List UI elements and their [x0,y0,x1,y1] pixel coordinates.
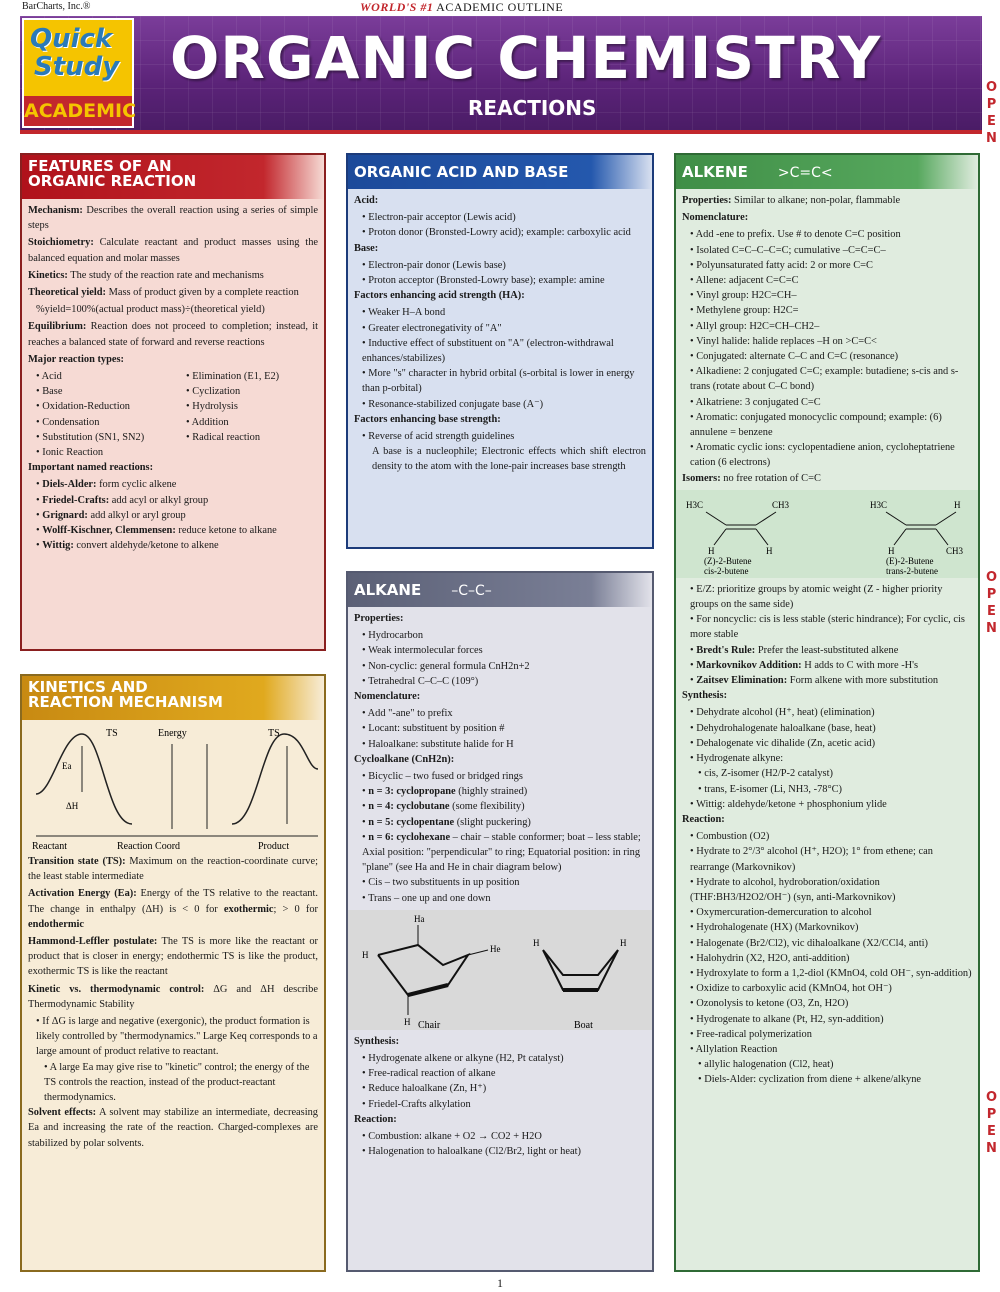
kinetics-panel [20,674,326,1272]
cyclo-text: (slight puckering) [454,816,531,828]
chair-label: Chair [418,1019,441,1030]
alkane-prop: • Hydrocarbon [362,628,646,643]
open-tab-3[interactable]: OPEN [984,1090,999,1158]
open-tab-2[interactable]: OPEN [984,570,999,638]
features-body [22,199,324,557]
isomers-def [682,471,972,486]
alkene-nomen: • Alkatriene: 3 conjugated C=C [690,395,972,410]
ts-term: Transition state (TS): [28,856,126,867]
cyclo-bold: n = 4: cyclobutane [368,801,450,813]
base-item: • Electron-pair donor (Lewis base) [362,258,646,273]
alkane-nomen: • Haloalkane: substitute halide for H [362,737,646,752]
acid-factor: • More "s" character in hybrid orbital (s-orbital is lower in energy than p-orbital) [362,366,646,396]
alkene-synth: • Hydrogenate alkyne: [690,751,972,766]
kvt-item: • If ΔG is large and negative (exergonic), the product formation is likely controlled by "thermodynamics." Large Keq corresponds to a large amount of product relative to reactant. [36,1014,318,1060]
e-bond-3 [894,529,906,545]
yield-text: Mass of product given by a complete reaction [106,287,299,299]
named-item [36,538,318,553]
z-ch3: CH3 [772,499,790,510]
alkene-react-sublist [682,1057,972,1087]
e-label-2: trans-2-butene [886,565,938,576]
yield-term: Theoretical yield: [28,287,107,299]
rule-item [690,658,972,673]
alkane-synth-head: Synthesis: [354,1035,400,1047]
alkene-nomen: • Aromatic cyclic ions: cyclopentadiene anion, cycloheptatriene cation (6 electrons) [690,440,972,470]
e-h3c: H3C [870,499,888,510]
acid-factors-head: Factors enhancing acid strength (HA): [354,290,525,302]
alkene-synth: • Dehydrate alcohol (H⁺, heat) (elimination) [690,705,972,720]
cyclo-text: Bicyclic – two fused or bridged rings [368,771,523,783]
alkene-nomen: • Add -ene to prefix. Use # to denote C=C position [690,227,972,242]
ea-def [28,886,318,932]
kinetics-title-line2: REACTION MECHANISM [28,693,223,711]
e-bond-2 [936,512,956,525]
alkene-synth: • Wittig: aldehyde/ketone + phosphonium ylide [690,797,972,812]
alkane-header [348,573,652,607]
e-bond [886,512,906,525]
alkene-nomen-list [682,227,972,470]
type-item: • Addition [186,415,279,430]
named-text: add alkyl or aryl group [87,509,186,521]
types-columns [28,369,318,460]
named-text: add acyl or alkyl group [109,494,209,506]
cyclo-item [362,830,646,876]
acid-list [354,210,646,240]
cyclo-bold: n = 6: cyclohexane [368,831,451,843]
z-h3c: H3C [686,499,704,510]
acid-factor: • Weaker H–A bond [362,305,646,320]
named-text: reduce ketone to alkane [175,525,277,537]
quickstudy-logo [22,18,137,128]
kvt-sublist [28,1060,318,1106]
alkane-nomen-list [354,706,646,752]
cyclo-item [362,769,646,784]
alkane-body [348,607,652,1163]
alkene-react: • Ozonolysis to ketone (O3, Zn, H2O) [690,996,972,1011]
butene-svg [676,490,980,578]
equil-def [28,319,318,349]
alkene-synth-head: Synthesis: [682,690,728,702]
z-bond-4 [756,529,768,545]
z-h-right: H [766,545,773,556]
publisher-name: BarCharts, Inc.® [22,1,91,12]
ts-text: Maximum on the reaction-coordinate curve; the least stable intermediate [28,856,318,883]
acid-factor: • Greater electronegativity of "A" [362,321,646,336]
features-panel [20,153,326,651]
cyclohexane-structures [348,910,652,1030]
solvent-term: Solvent effects: [28,1107,97,1119]
tagline-red: WORLD'S #1 [360,0,434,14]
alkane-synth: • Reduce haloalkane (Zn, H⁺) [362,1081,646,1096]
mechanism-text: Describes the overall reaction using a series of simple steps [28,205,318,232]
named-text: convert aldehyde/ketone to alkene [73,540,219,552]
z-bond-2 [756,512,776,525]
base-factors-list [354,429,646,444]
alkene-nomen: • Alkadiene: 2 conjugated C=C; example: butadiene; s-cis and s-trans (rotate about C–C bond) [690,364,972,394]
ts2-label: TS [268,728,280,739]
named-name: Diels-Alder: [42,479,97,491]
alkene-nomen: • Vinyl halide: halide replaces –H on >C=C< [690,334,972,349]
isomers-term: Isomers: [682,472,721,484]
cyclo-list [354,769,646,906]
types-left-list [28,369,178,460]
acid-base-panel [346,153,654,549]
tagline-rest: ACADEMIC OUTLINE [433,0,564,14]
ea-label: Ea [62,761,72,771]
exo-term: exothermic [223,903,274,915]
z-bond [706,512,726,525]
chair-ha-label: Ha [414,913,425,924]
chair-h-label: H [362,949,369,960]
logo-academic: ACADEMIC [24,96,132,126]
cyclo-bold: n = 5: cyclopentane [368,816,455,828]
alkene-props [682,193,972,208]
acid-item: • Electron-pair acceptor (Lewis acid) [362,210,646,225]
e-bond-4 [936,529,948,545]
equil-text: Reaction does not proceed to completion; instead, it reaches a balanced state of forward and reverse reactions [28,321,318,348]
named-name: Grignard: [42,509,88,521]
product-label: Product [258,841,290,852]
boat-h-label-2: H [620,937,627,948]
type-item: • Ionic Reaction [36,445,178,460]
acid-factor: • Resonance-stabilized conjugate base (A⁻) [362,397,646,412]
page-number: 1 [497,1276,503,1290]
alkene-body [676,189,978,1092]
alkane-title: ALKANE [354,581,422,599]
hammond-term: Hammond-Leffler postulate: [28,936,158,948]
ea-text: Energy of the TS relative to the reactant. The change in enthalpy (ΔH) is < 0 for [28,888,318,915]
logo-study: Study [34,52,120,82]
acid-body [348,189,652,481]
alkene-synth-sub: • cis, Z-isomer (H2/P-2 catalyst) [698,766,972,781]
alkene-synth-sublist [682,766,972,796]
kinetics-title-line1: KINETICS AND [28,678,148,696]
alkene-react: • Combustion (O2) [690,829,972,844]
alkene-synth: • Dehalogenate vic dihalide (Zn, acetic acid) [690,736,972,751]
alkene-panel [674,153,980,1272]
after-iso-list [682,582,972,688]
alkane-react-list [354,1129,646,1159]
cyclo-bold: n = 3: cyclopropane [368,786,456,798]
top-line [0,0,1000,14]
type-item: • Acid [36,369,178,384]
page-title: ORGANIC CHEMISTRY [170,24,882,92]
alkene-nomen: • Methylene group: H2C= [690,303,972,318]
alkane-react: • Halogenation to haloalkane (Cl2/Br2, light or heat) [362,1144,646,1159]
kvt-def [28,982,318,1012]
cyclo-text: – chair – stable conformer; boat – less stable; Axial position: "perpendicular" to ring; Equatorial position: in ring "plane" (see Ha and He in chair diagram below) [362,831,641,874]
cyclo-item [362,815,646,830]
named-item [36,508,318,523]
alkene-props-text: Similar to alkane; non-polar, flammable [731,195,901,206]
z-bond-3 [714,529,726,545]
base-note: A base is a nucleophile; Electronic effects which shift electron density to the atom with the lone-pair increases base strength [372,446,646,473]
e-h: H [954,499,961,510]
z-label-2: cis-2-butene [704,565,749,576]
hammond-text: The TS is more like the reactant or product that is closer in energy; endothermic TS is like the product, exothermic TS is like the reactant [28,936,318,978]
alkene-react: • Hydrohalogenate (HX) (Markovnikov) [690,920,972,935]
energy-label: Energy [158,728,187,739]
kinetics-header [22,676,324,720]
ea-term: Activation Energy (Ea): [28,888,137,900]
coord-label: Reaction Coord [117,841,181,852]
named-head: Important named reactions: [28,462,154,474]
alkane-prop: • Non-cyclic: general formula CnH2n+2 [362,659,646,674]
rule-text: Prefer the least-substituted alkene [755,644,899,656]
rule-text: H adds to C with more -H's [801,659,919,671]
alkene-react: • Free-radical polymerization [690,1027,972,1042]
chair-ring [378,945,468,995]
type-item: • Radical reaction [186,430,279,445]
alkane-nomen: • Locant: substituent by position # [362,721,646,736]
kinetics-def [28,268,318,283]
after-iso-item: • E/Z: prioritize groups by atomic weight (Z - higher priority groups on the same side) [690,582,972,612]
kvt-subitem: • A large Ea may give rise to "kinetic" control; the energy of the TS controls the reaction, instead of the product-reactant thermodynamics. [44,1060,318,1106]
acid-header: ORGANIC ACID AND BASE [348,155,652,189]
dh-label: ΔH [66,801,79,811]
mechanism-term: Mechanism: [28,205,83,216]
named-name: Wolff-Kischner, Clemmensen: [42,525,176,537]
alkene-react-sub: • Diels-Alder: cyclization from diene + alkene/alkyne [698,1072,972,1087]
alkene-nomen: • Polyunsaturated fatty acid: 2 or more C=C [690,258,972,273]
features-title-line1: FEATURES OF AN [28,157,172,175]
open-tab-1[interactable]: OPEN [984,80,999,148]
kvt-term: Kinetic vs. thermodynamic control: [28,983,205,995]
major-types-head: Major reaction types: [28,353,124,365]
named-item [36,493,318,508]
isomers-text: no free rotation of C=C [720,472,821,484]
after-iso-item: • For noncyclic: cis is less stable (steric hindrance); For cyclic, cis more stable [690,612,972,642]
type-item: • Elimination (E1, E2) [186,369,279,384]
alkene-nomen-head: Nomenclature: [682,212,749,224]
e-ch3: CH3 [946,545,964,556]
alkane-formula: –C–C– [451,583,492,599]
alkene-synth: • Dehydrohalogenate haloalkane (base, heat) [690,721,972,736]
rule-name: Zaitsev Elimination: [696,675,788,687]
kinetics-text: The study of the reaction rate and mechanisms [67,269,264,281]
hammond-def [28,934,318,980]
cyclo-item [362,875,646,890]
named-name: Friedel-Crafts: [42,494,110,506]
type-item: • Oxidation-Reduction [36,399,178,414]
named-text: form cyclic alkene [96,479,177,491]
alkene-react-list [682,829,972,1057]
alkene-react: • Hydrate to 2°/3° alcohol (H⁺, H2O); 1° from ethene; can rearrange (Markovnikov) [690,844,972,874]
base-list [354,258,646,288]
z-h-left: H [708,545,715,556]
alkane-props-list [354,628,646,689]
header-banner [20,16,982,134]
stoich-def [28,235,318,265]
ts-def [28,854,318,884]
e-label-1: (E)-2-Butene [886,555,934,566]
rule-item [690,673,972,688]
named-list [28,477,318,553]
kvt-list [28,1014,318,1060]
named-name: Wittig: [42,540,74,552]
alkane-nomen: • Add "-ane" to prefix [362,706,646,721]
alkene-nomen: • Isolated C=C–C–C=C; cumulative –C=C=C– [690,243,972,258]
alkene-react: • Hydrogenate to alkane (Pt, H2, syn-addition) [690,1012,972,1027]
type-item: • Substitution (SN1, SN2) [36,430,178,445]
alkene-react-sub: • allylic halogenation (Cl2, heat) [698,1057,972,1072]
types-right-list [178,369,279,460]
alkene-header [676,155,978,189]
cyclo-text: (some flexibility) [449,801,525,813]
features-header [22,155,324,199]
acid-head: Acid: [354,195,379,206]
kinetics-body [22,720,324,1157]
kvt-text: ΔG and ΔH describe Thermodynamic Stability [28,983,318,1010]
alkane-prop: • Weak intermolecular forces [362,643,646,658]
stoich-term: Stoichiometry: [28,237,94,249]
alkene-title: ALKENE [682,163,748,181]
cyclo-text: (highly strained) [455,786,528,798]
alkene-synth-last [682,797,972,812]
cyclo-item [362,891,646,906]
rule-text: Form alkene with more substitution [787,675,939,687]
energy-diagram-svg [22,724,326,854]
rule-name: Markovnikov Addition: [696,659,802,671]
alkane-synth-list [354,1051,646,1112]
alkene-nomen: • Aromatic: conjugated monocyclic compound; example: (6) annulene = benzene [690,410,972,440]
energy-diagram [22,724,324,854]
alkane-panel [346,571,654,1272]
named-item [36,523,318,538]
alkene-react: • Halohydrin (X2, H2O, anti-addition) [690,951,972,966]
alkene-react-head: Reaction: [682,813,725,825]
cyclohexane-svg [348,910,654,1030]
alkane-react-head: Reaction: [354,1113,397,1125]
acid-factors-list [354,305,646,411]
side-open-tabs [983,70,1000,1270]
boat-ring [543,950,618,990]
cyclo-item [362,784,646,799]
energy-curve-2 [232,734,318,824]
cyclo-text: Trans – one up and one down [368,892,491,904]
z-label-1: (Z)-2-Butene [704,555,752,566]
alkene-nomen: • Vinyl group: H2C=CH– [690,288,972,303]
chair-front-bond [408,985,448,995]
alkene-nomen: • Conjugated: alternate C–C and C=C (resonance) [690,349,972,364]
reactant-label: Reactant [32,841,67,852]
rule-name: Bredt's Rule: [696,644,756,656]
endo-term: endothermic [28,918,84,930]
alkane-nomen-head: Nomenclature: [354,691,421,703]
chair-eq-bond [468,950,488,955]
alkane-synth: • Friedel-Crafts alkylation [362,1097,646,1112]
e-h-left: H [888,545,895,556]
mechanism-def [28,203,318,233]
alkene-synth-sub: • trans, E-isomer (Li, NH3, -78°C) [698,782,972,797]
type-item: • Condensation [36,415,178,430]
page-subtitle: REACTIONS [468,96,597,120]
alkene-nomen: • Allyl group: H2C=CH–CH2– [690,319,972,334]
named-item [36,477,318,492]
butene-isomers [676,490,978,578]
logo-quick: Quick [30,24,113,54]
cyclo-item [362,799,646,814]
alkane-synth: • Free-radical reaction of alkane [362,1066,646,1081]
alkene-react: • Hydroxylate to form a 1,2-diol (KMnO4, cold OH⁻, syn-addition) [690,966,972,981]
base-head: Base: [354,242,379,254]
features-title-line2: ORGANIC REACTION [28,172,197,190]
yield-def [28,285,318,300]
alkene-synth-list [682,705,972,766]
alkene-react: • Allylation Reaction [690,1042,972,1057]
energy-curve-1 [36,734,132,824]
type-item: • Base [36,384,178,399]
stoich-text: Calculate reactant and product masses using the balanced equation and molar masses [28,237,318,264]
ea-mid: ; > 0 for [273,903,318,915]
tagline [360,0,563,15]
boat-h-label: H [533,937,540,948]
cyclo-text: Cis – two substituents in up position [368,877,520,889]
alkene-nomen: • Allene: adjacent C=C=C [690,273,972,288]
solvent-def [28,1105,318,1151]
rule-item [690,643,972,658]
alkene-formula: >C=C< [777,165,833,181]
alkene-react: • Oxidize to carboxylic acid (KMnO4, hot OH⁻) [690,981,972,996]
type-item: • Cyclization [186,384,279,399]
base-item: • Proton acceptor (Bronsted-Lowry base); example: amine [362,273,646,288]
cyclo-head: Cycloalkane (CnH2n): [354,753,455,765]
alkene-react: • Oxymercuration-demercuration to alcohol [690,905,972,920]
alkene-react: • Hydrate to alcohol, hydroboration/oxidation (THF:BH3/H2O2/OH⁻) (syn, anti-Markovnikov) [690,875,972,905]
chair-he-label: He [490,943,501,954]
solvent-text: A solvent may stabilize an intermediate, decreasing Ea and increasing the rate of the reaction. Charged-complexes are stabilized by polar solvents. [28,1107,318,1149]
type-item: • Hydrolysis [186,399,279,414]
alkene-props-term: Properties: [682,195,732,206]
kinetics-term: Kinetics: [28,269,68,281]
acid-item: • Proton donor (Bronsted-Lowry acid); example: carboxylic acid [362,225,646,240]
alkane-prop: • Tetrahedral C–C–C (109°) [362,674,646,689]
alkene-react: • Halogenate (Br2/Cl2), vic dihaloalkane (X2/CCl4, anti) [690,936,972,951]
equil-term: Equilibrium: [28,321,87,333]
acid-factor: • Inductive effect of substituent on "A" (electron-withdrawal enhances/stabilizes) [362,336,646,366]
chair-h-label-2: H [404,1016,411,1027]
ts1-label: TS [106,728,118,739]
base-factor: • Reverse of acid strength guidelines [362,429,646,444]
base-factors-head: Factors enhancing base strength: [354,413,501,425]
alkane-synth: • Hydrogenate alkene or alkyne (H2, Pt catalyst) [362,1051,646,1066]
pct-yield: %yield=100%(actual product mass)÷(theoretical yield) [36,304,265,316]
alkane-props-head: Properties: [354,613,404,624]
boat-label: Boat [574,1019,593,1030]
alkane-react: • Combustion: alkane + O2 → CO2 + H2O [362,1129,646,1144]
